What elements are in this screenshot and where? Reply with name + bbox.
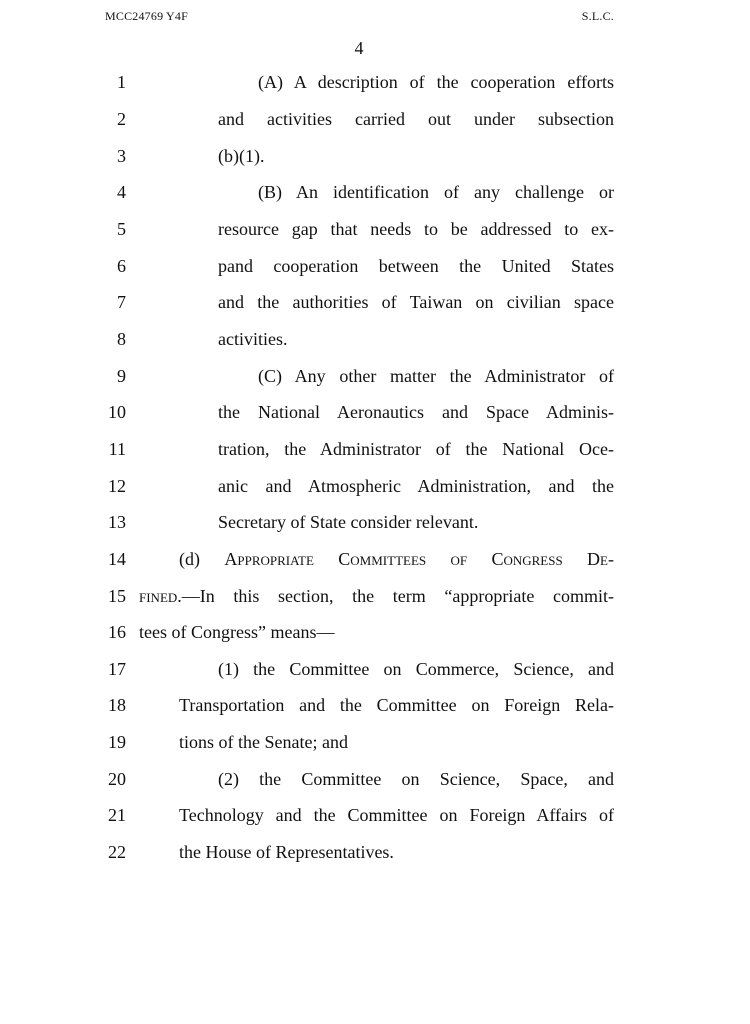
line-text: activities.	[218, 329, 288, 349]
line-text: (2) the Committee on Science, Space, and	[218, 769, 614, 789]
line-text: (A) A description of the cooperation efforts	[258, 72, 614, 92]
text-line	[0, 687, 750, 723]
text-line	[0, 504, 750, 540]
text-line	[0, 248, 750, 284]
line-text: the House of Representatives.	[179, 842, 394, 862]
text-line	[0, 211, 750, 247]
line-number: 11	[108, 439, 126, 459]
line-text: Technology and the Committee on Foreign Affairs of	[179, 805, 614, 825]
line-text: anic and Atmospheric Administration, and the	[218, 476, 614, 496]
text-line	[0, 174, 750, 210]
text-line	[0, 541, 750, 577]
line-text: tration, the Administrator of the National Oce-	[218, 439, 614, 459]
line-number: 21	[108, 805, 126, 825]
text-line	[0, 468, 750, 504]
line-number: 22	[108, 842, 126, 862]
text-line	[0, 101, 750, 137]
line-number: 13	[108, 512, 126, 532]
line-text: (B) An identification of any challenge or	[258, 182, 614, 202]
text-line	[0, 138, 750, 174]
line-text	[139, 578, 614, 614]
text-line	[0, 394, 750, 430]
line-text: Transportation and the Committee on Foreign Rela-	[179, 695, 614, 715]
line-number: 5	[117, 219, 126, 239]
text-line	[0, 321, 750, 357]
line-text-rest: .—In this section, the term “appropriate commit-	[177, 586, 614, 606]
line-number: 7	[117, 292, 126, 312]
line-number: 4	[117, 182, 126, 202]
text-line	[0, 284, 750, 320]
line-text: (C) Any other matter the Administrator of	[258, 366, 614, 386]
subsection-heading-end: fined	[139, 586, 178, 606]
line-text: resource gap that needs to be addressed to ex-	[218, 219, 614, 239]
line-number: 8	[117, 329, 126, 349]
line-text: (b)(1).	[218, 146, 265, 166]
subsection-label: (d)	[179, 549, 225, 569]
line-number: 14	[108, 549, 126, 569]
text-line	[0, 358, 750, 394]
line-number: 2	[117, 109, 126, 129]
line-text: tees of Congress” means—	[139, 622, 335, 642]
line-number: 19	[108, 732, 126, 752]
line-number: 17	[108, 659, 126, 679]
line-text: (1) the Committee on Commerce, Science, and	[218, 659, 614, 679]
line-text: Secretary of State consider relevant.	[218, 512, 479, 532]
line-text: and the authorities of Taiwan on civilian space	[218, 292, 614, 312]
line-number: 20	[108, 769, 126, 789]
line-text: the National Aeronautics and Space Adminis-	[218, 402, 614, 422]
line-number: 15	[108, 586, 126, 606]
text-line	[0, 614, 750, 650]
line-text: and activities carried out under subsection	[218, 109, 614, 129]
document-id: MCC24769 Y4F	[105, 9, 188, 23]
line-number: 1	[117, 72, 126, 92]
line-text	[179, 541, 614, 577]
office-code: S.L.C.	[581, 9, 614, 23]
line-text: pand cooperation between the United States	[218, 256, 614, 276]
line-text: tions of the Senate; and	[179, 732, 348, 752]
line-number: 6	[117, 256, 126, 276]
line-number: 12	[108, 476, 126, 496]
text-line	[0, 64, 750, 100]
text-line	[0, 797, 750, 833]
text-line	[0, 724, 750, 760]
line-number: 10	[108, 402, 126, 422]
text-line	[0, 431, 750, 467]
line-number: 9	[117, 366, 126, 386]
text-line	[0, 761, 750, 797]
text-line	[0, 578, 750, 614]
line-number: 18	[108, 695, 126, 715]
subsection-heading: Appropriate Committees of Congress De-	[224, 549, 614, 569]
text-line	[0, 651, 750, 687]
line-number: 3	[117, 146, 126, 166]
line-number: 16	[108, 622, 126, 642]
page-number: 4	[354, 38, 364, 58]
text-line	[0, 834, 750, 870]
